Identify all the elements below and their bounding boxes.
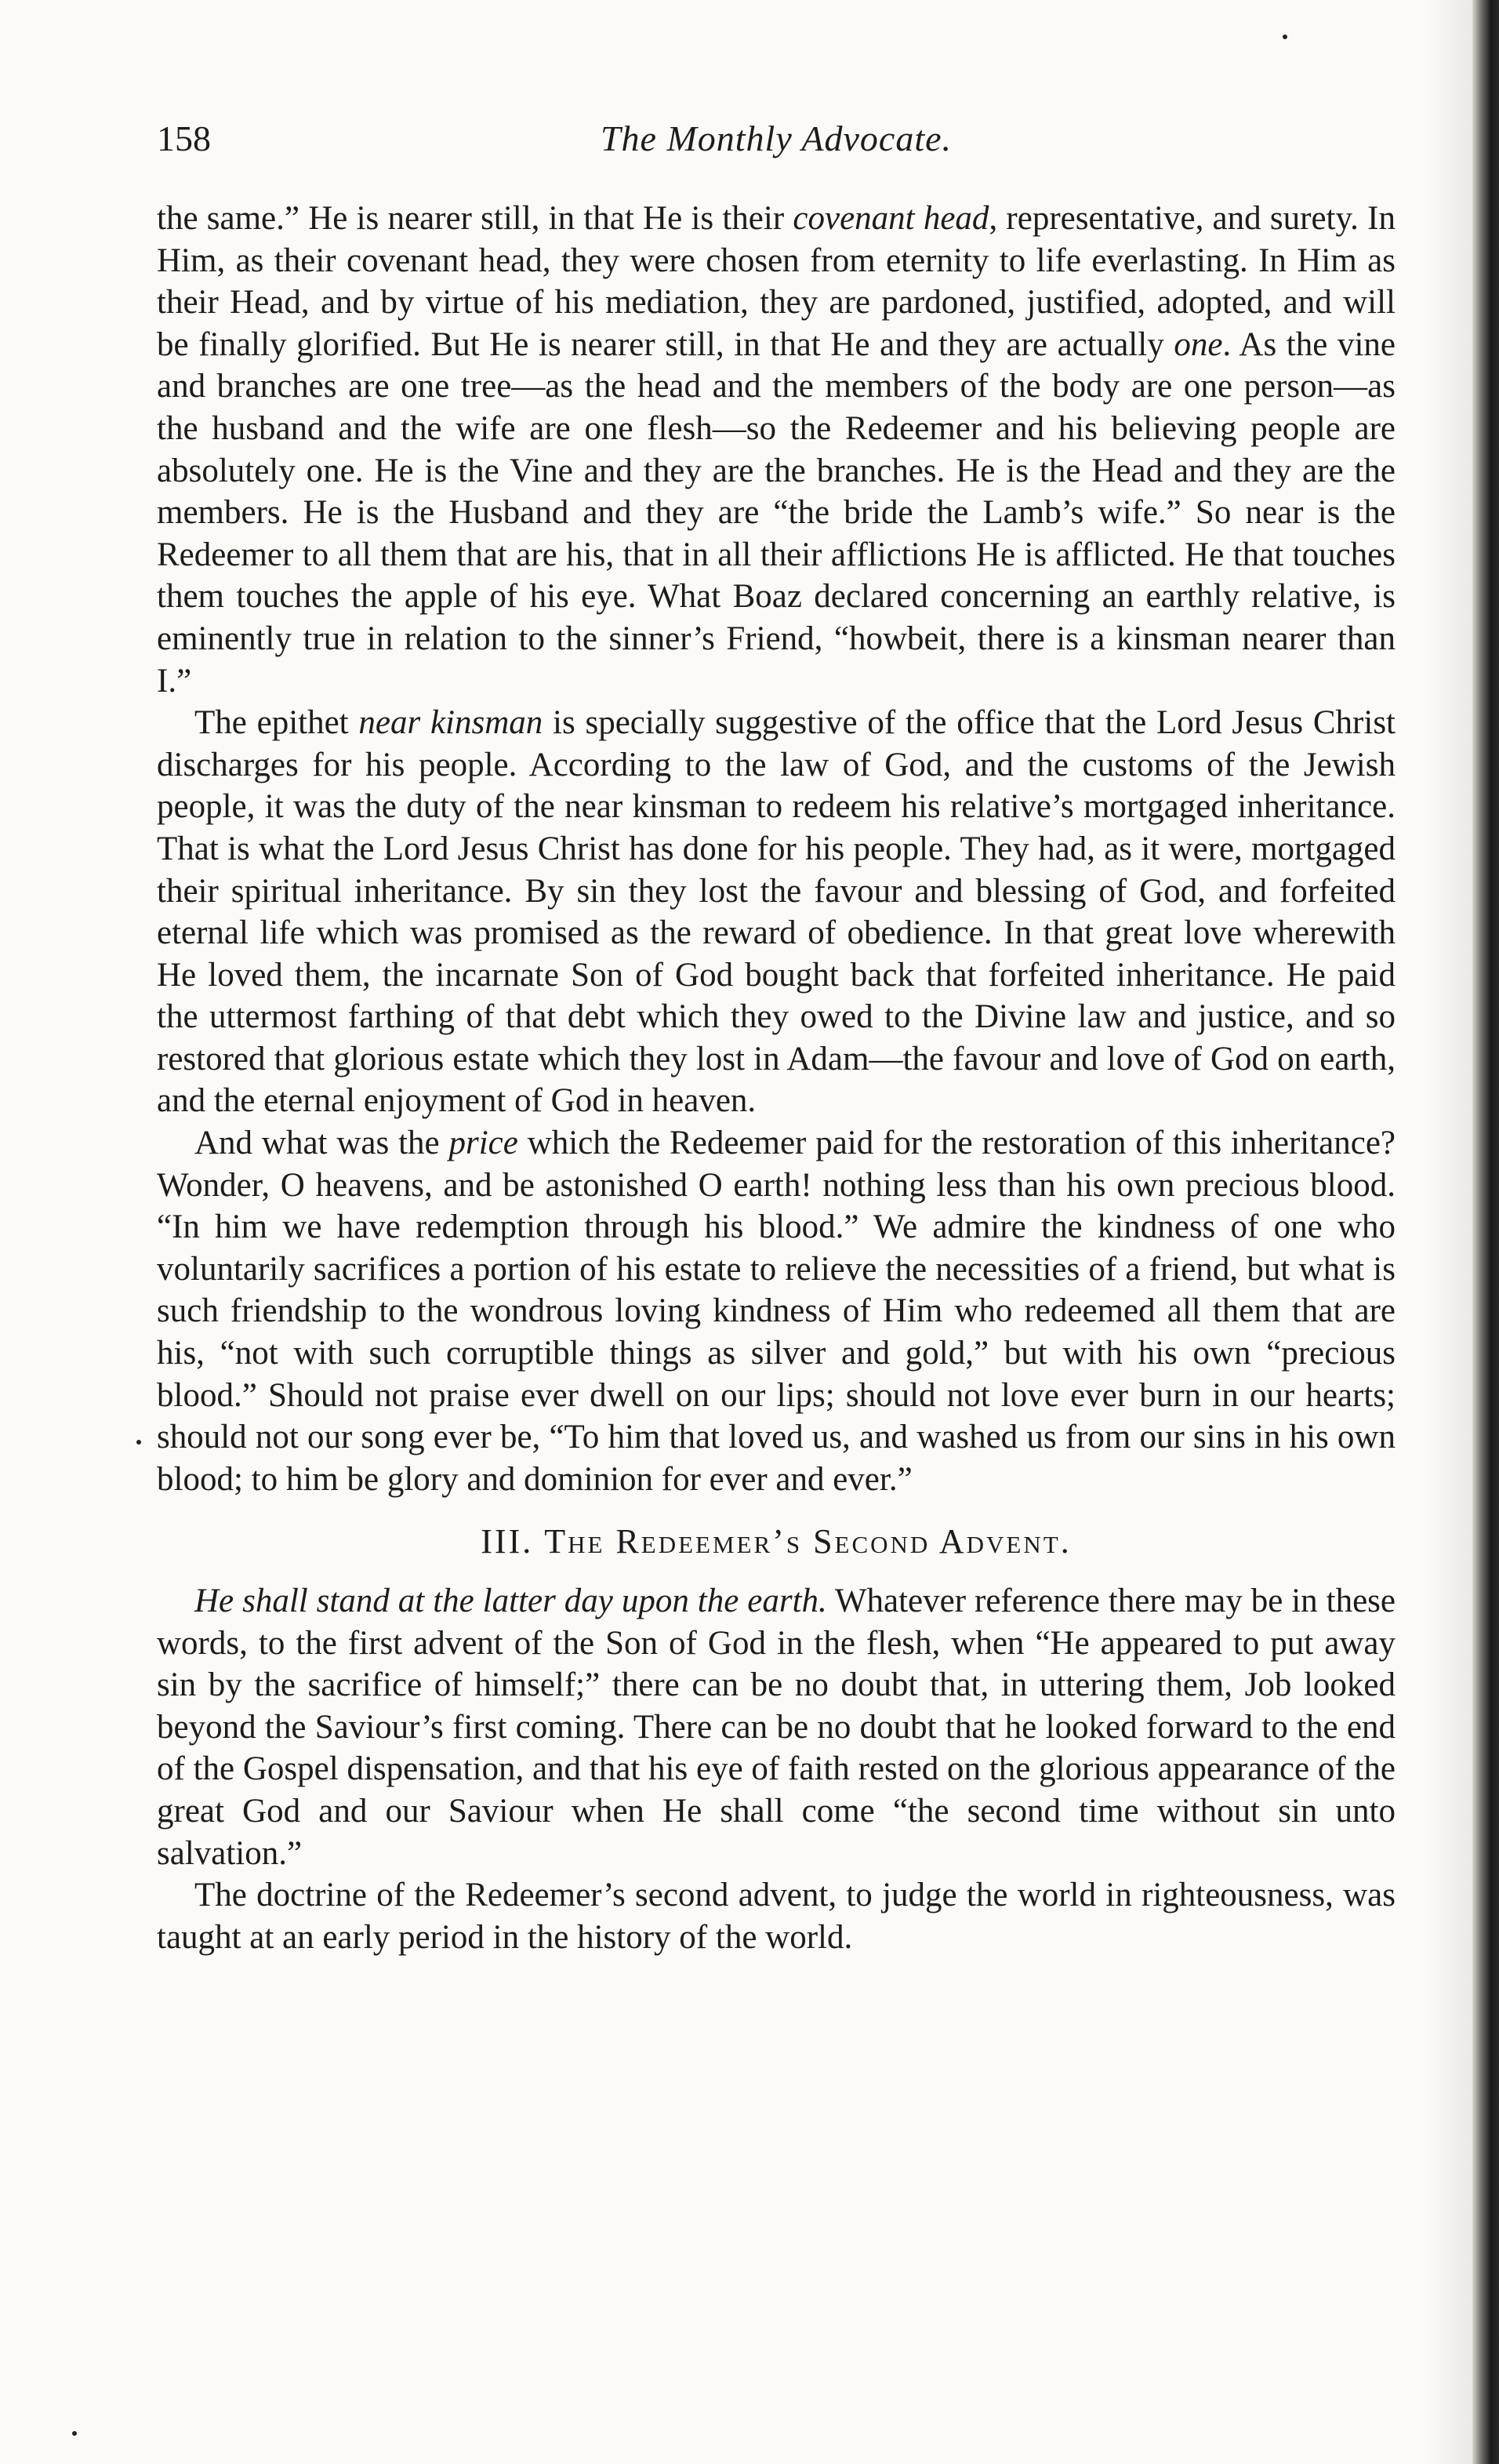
scripture-quote: He shall stand at the latter day upon the earth.: [194, 1583, 827, 1619]
text-run: the same.” He is nearer still, in that He is their: [157, 200, 793, 237]
paragraph-4: [157, 1580, 1396, 1874]
paragraph-5: [157, 1874, 1396, 1958]
section-heading: [157, 1521, 1396, 1563]
text-run: is specially suggestive of the office that the Lord Jesus Christ discharges for his people. According to the law of God, and the customs of the Jewish people, it was the duty of the near kinsman to redeem his relative’s mortgaged inheritance. That is what the Lord Jesus Christ has done for his people. They had, as it were, mortgaged their spiritual inheritance. By sin they lost the favour and blessing of God, and forfeited eternal life which was promised as the reward of obedience. In that great love wherewith He loved them, the incarnate Son of God bought back that forfeited inheritance. He paid the uttermost farthing of that debt which they owed to the Divine law and justice, and so restored that glorious estate which they lost in Adam—the favour and love of God on earth, and the eternal enjoyment of God in heaven.: [157, 704, 1396, 1120]
print-speck: [72, 2431, 77, 2436]
text-run: The doctrine of the Redeemer’s second advent, to judge the world in righteousness, was taught at an early period in the history of the world.: [157, 1877, 1396, 1956]
paragraph-1: [157, 198, 1396, 702]
emphasis-one: one: [1174, 325, 1223, 363]
text-run: , representative, and surety. In Him, as their covenant head, they were chosen from eternity to life everlasting. In Him as their Head, and by virtue of his mediation, they are pardoned, justified, adopted, and will be finally glorified. But He is nearer still, in that He and they are actually: [157, 200, 1396, 363]
paragraph-2: [157, 702, 1396, 1122]
print-speck: [136, 1440, 141, 1445]
section-numeral: III.: [481, 1522, 534, 1561]
emphasis-price: price: [448, 1125, 518, 1162]
emphasis-covenant-head: covenant head: [793, 200, 989, 237]
running-title: The Monthly Advocate.: [600, 118, 953, 158]
print-speck: [1283, 35, 1287, 39]
page-gutter-shadow: [1425, 0, 1472, 2464]
paragraph-3: [157, 1122, 1396, 1500]
article-body: [157, 198, 1396, 1958]
page-header: [157, 118, 1396, 180]
section-title: The Redeemer’s Second Advent.: [544, 1522, 1072, 1561]
text-run: The epithet: [194, 704, 359, 742]
text-run: which the Redeemer paid for the restoration of this inheritance? Wonder, O heavens, and be astonished O earth! nothing less than his own precious blood. “In him we have redemption through his blood.” We admire the kindness of one who voluntarily sacrifices a portion of his estate to relieve the necessities of a friend, but what is such friendship to the wondrous loving kindness of Him who redeemed all them that are his, “not with such corruptible things as silver and gold,” but with his own “precious blood.” Should not praise ever dwell on our lips; should not love ever burn in our hearts; should not our song ever be, “To him that loved us, and washed us from our sins in his own blood; to him be glory and dominion for ever and ever.”: [157, 1125, 1396, 1498]
emphasis-near-kinsman: near kinsman: [358, 704, 543, 742]
text-run: And what was the: [194, 1125, 449, 1162]
text-run: . As the vine and branches are one tree—as the head and the members of the body are one person—as the husband and the wife are one flesh—so the Redeemer and his believing people are absolutely one. He is the Vine and they are the branches. He is the Head and they are the members. He is the Husband and they are “the bride the Lamb’s wife.” So near is the Redeemer to all them that are his, that in all their afflictions He is afflicted. He that touches them touches the apple of his eye. What Boaz declared concerning an earthly relative, is eminently true in relation to the sinner’s Friend, “howbeit, there is a kinsman nearer than I.”: [157, 325, 1396, 700]
text-run: Whatever reference there may be in these words, to the first advent of the Son of God in the flesh, when “He appeared to put away sin by the sacrifice of himself;” there can be no doubt that, in uttering them, Job looked beyond the Saviour’s first coming. There can be no doubt that he looked forward to the end of the Gospel dispensation, and that his eye of faith rested on the glorious appearance of the great God and our Saviour when He shall come “the second time without sin unto salvation.”: [157, 1583, 1396, 1872]
page-number: 158: [157, 118, 211, 158]
book-binding-edge: [1472, 0, 1499, 2464]
